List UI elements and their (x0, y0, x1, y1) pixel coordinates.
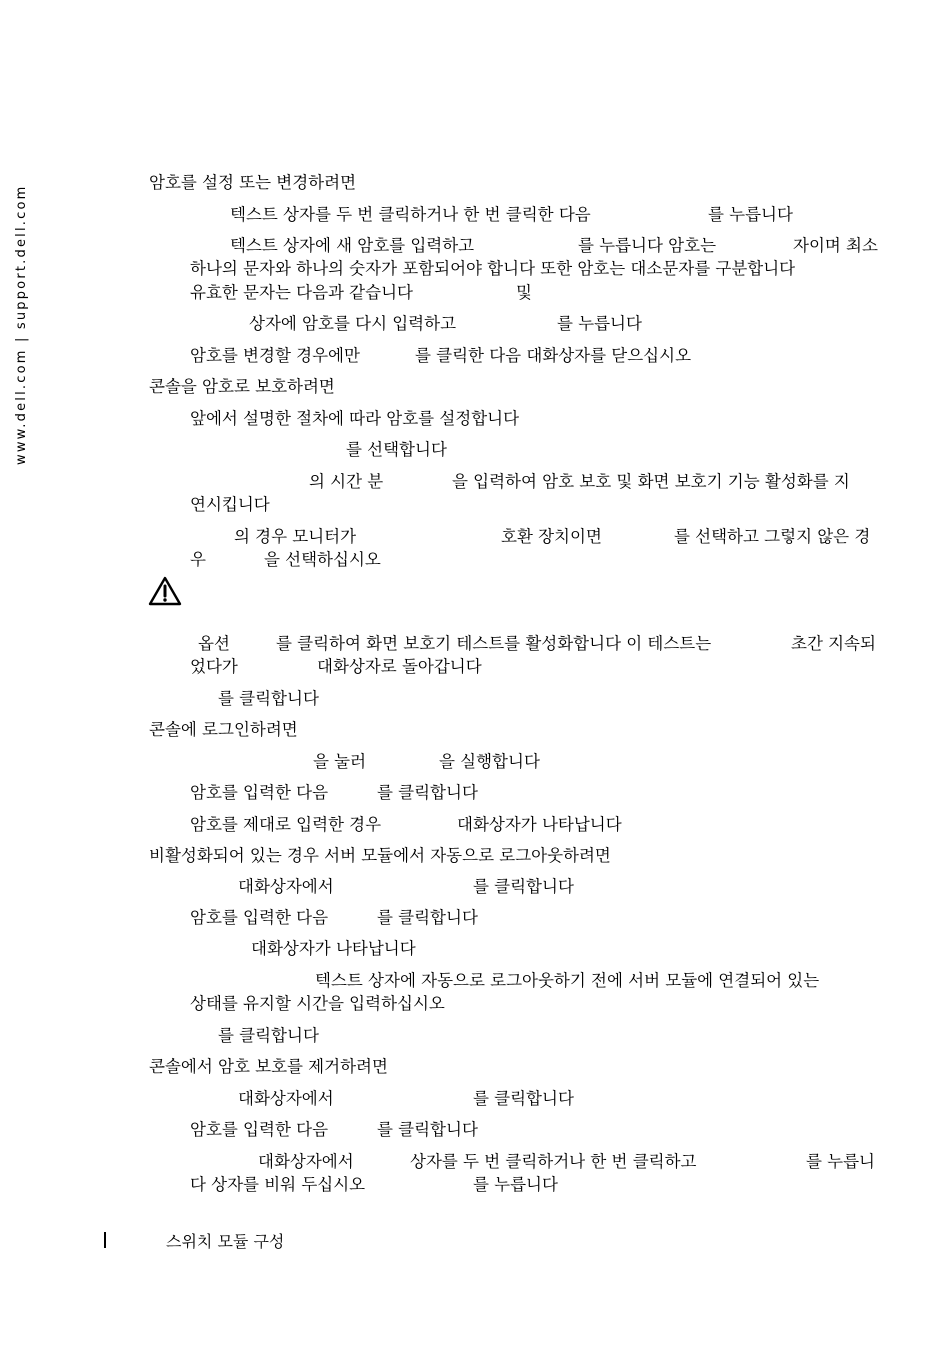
heading-remove-password: 콘솔에서 암호 보호를 제거하려면 (149, 1057, 388, 1076)
text-line: 텍스트 상자에 새 암호를 입력하고 (230, 236, 475, 255)
text-line: 었다가 (190, 657, 238, 676)
text-line: 를 클릭합니다 (218, 689, 319, 708)
sidebar-url: www.dell.com | support.dell.com (14, 184, 29, 465)
heading-console-login: 콘솔에 로그인하려면 (149, 720, 298, 739)
text-line: 하나의 문자와 하나의 숫자가 포함되어야 합니다 또한 암호는 대소문자를 구분합니다 (190, 259, 796, 278)
text-line: 대화상자가 나타납니다 (251, 939, 416, 958)
text-line: 의 시간 분 (309, 472, 384, 491)
text-line: 옵션 (198, 634, 230, 653)
text-line: 상자에 암호를 다시 입력하고 (249, 314, 457, 333)
text-line: 자이며 최소 (793, 236, 878, 255)
text-line: 암호를 변경할 경우에만 (190, 346, 360, 365)
text-line: 대화상자에서 (258, 1152, 354, 1171)
text-line: 우 (190, 550, 206, 569)
text-line: 대화상자에서 (238, 877, 334, 896)
text-line: 를 클릭합니다 (377, 908, 478, 927)
text-line: 대화상자가 나타납니다 (457, 815, 622, 834)
text-line: 를 선택하고 그렇지 않은 경 (674, 527, 871, 546)
text-line: 를 누릅니다 (557, 314, 642, 333)
text-line: 대화상자에서 (238, 1089, 334, 1108)
footer-section-title: 스위치 모듈 구성 (166, 1232, 285, 1251)
text-line: 유효한 문자는 다음과 같습니다 (190, 283, 413, 302)
text-line: 상자를 두 번 클릭하거나 한 번 클릭하고 (410, 1152, 697, 1171)
text-line: 암호를 제대로 입력한 경우 (190, 815, 382, 834)
text-line: 를 누릅니다 암호는 (578, 236, 717, 255)
text-line: 를 누릅니다 (708, 205, 793, 224)
heading-protect-console: 콘솔을 암호로 보호하려면 (149, 377, 335, 396)
text-line: 를 클릭합니다 (218, 1026, 319, 1045)
text-line: 를 클릭합니다 (377, 783, 478, 802)
text-line: 초간 지속되 (791, 634, 876, 653)
text-line: 및 (516, 283, 532, 302)
text-line: 을 눌러 (313, 752, 367, 771)
text-line: 를 클릭합니다 (473, 1089, 574, 1108)
text-line: 을 선택하십시오 (264, 550, 381, 569)
heading-auto-logout: 비활성화되어 있는 경우 서버 모듈에서 자동으로 로그아웃하려면 (149, 846, 611, 865)
text-line: 대화상자로 돌아갑니다 (317, 657, 482, 676)
text-line: 를 누릅니 (806, 1152, 876, 1171)
text-line: 을 실행합니다 (439, 752, 540, 771)
text-line: 다 상자를 비워 두십시오 (190, 1175, 366, 1194)
text-line: 상태를 유지할 시간을 입력하십시오 (190, 994, 445, 1013)
text-line: 앞에서 설명한 절차에 따라 암호를 설정합니다 (190, 409, 520, 428)
text-line: 암호를 입력한 다음 (190, 1120, 329, 1139)
heading-set-password: 암호를 설정 또는 변경하려면 (149, 173, 357, 192)
text-line: 연시킵니다 (190, 495, 270, 514)
footer-divider (104, 1232, 106, 1248)
text-line: 를 클릭합니다 (473, 877, 574, 896)
text-line: 를 클릭합니다 (377, 1120, 478, 1139)
text-line: 텍스트 상자를 두 번 클릭하거나 한 번 클릭한 다음 (230, 205, 591, 224)
text-line: 텍스트 상자에 자동으로 로그아웃하기 전에 서버 모듈에 연결되어 있는 (315, 971, 820, 990)
text-line: 를 누릅니다 (473, 1175, 558, 1194)
text-line: 암호를 입력한 다음 (190, 783, 329, 802)
caution-icon (148, 576, 182, 606)
text-line: 의 경우 모니터가 (234, 527, 357, 546)
text-line: 호환 장치이면 (501, 527, 602, 546)
text-line: 암호를 입력한 다음 (190, 908, 329, 927)
text-line: 를 선택합니다 (346, 440, 447, 459)
text-line: 를 클릭하여 화면 보호기 테스트를 활성화합니다 이 테스트는 (276, 634, 712, 653)
text-line: 를 클릭한 다음 대화상자를 닫으십시오 (415, 346, 692, 365)
text-line: 을 입력하여 암호 보호 및 화면 보호기 기능 활성화를 지 (452, 472, 850, 491)
